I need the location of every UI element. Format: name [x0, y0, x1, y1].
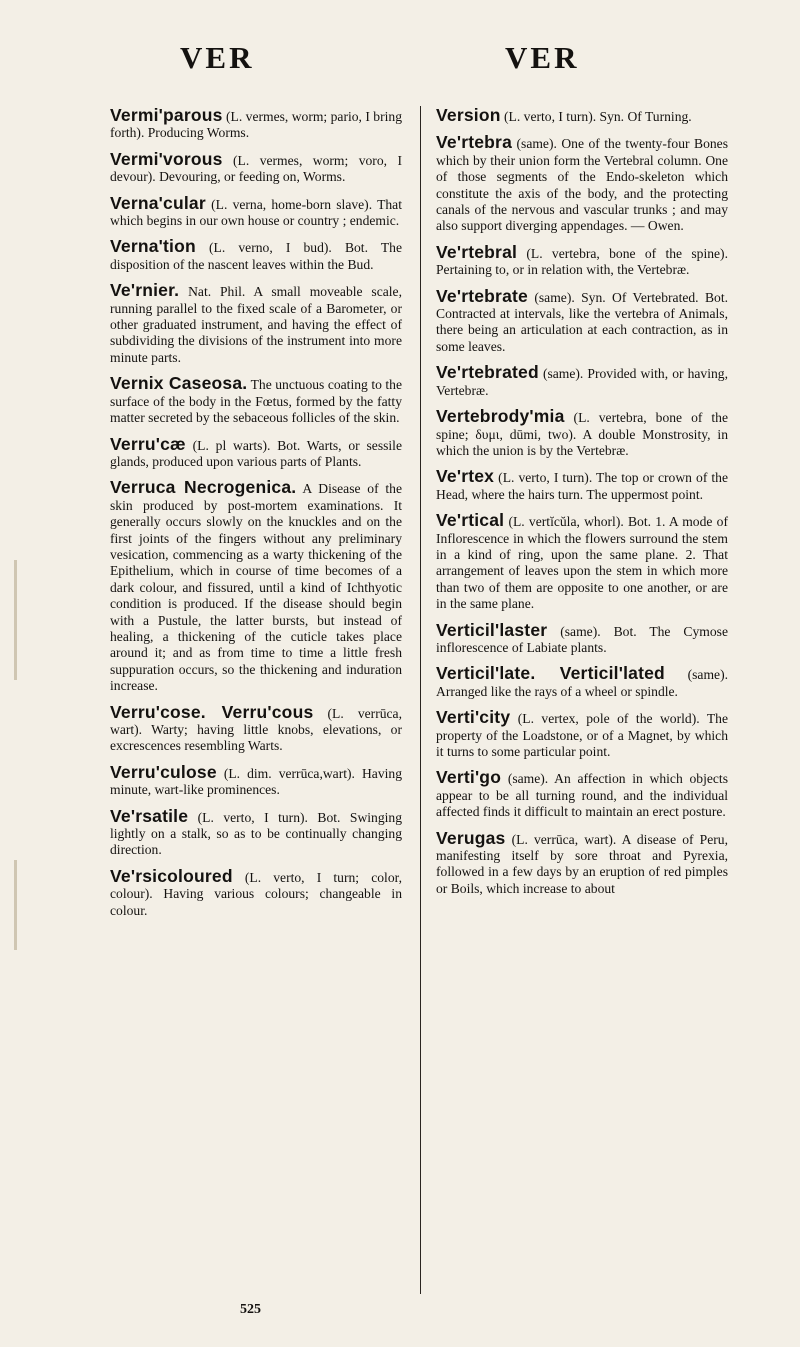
dictionary-entry [110, 148, 402, 186]
headword: Verugas [436, 827, 506, 848]
dictionary-entry [436, 408, 728, 459]
definition: (L. verto, I turn). Bot. Swinging lightly on a stalk, so as to be continually changing direction. [110, 809, 402, 858]
dictionary-entry [436, 241, 728, 279]
headword: Ve'rnier. [110, 280, 180, 301]
definition: (L. vermes, worm; pario, I bring forth). Producing Worms. [110, 109, 402, 141]
headword: Ve'rtex [436, 466, 495, 487]
dictionary-entry [110, 701, 402, 755]
definition: (L. vertebra, bone of the spine). Pertaining to, or in relation with, the Vertebræ. [436, 245, 728, 278]
headword: Vermi'parous [110, 105, 223, 125]
dictionary-entry [436, 285, 728, 356]
headword: Ve'rtebrate [436, 285, 528, 306]
definition: (L. vertebra, bone of the spine; δυμι, dūmi, two). A double Monstrosity, in which the union is by the Vertebræ. [436, 410, 728, 458]
dictionary-entry [436, 468, 728, 503]
page-edge-shadow [14, 560, 17, 680]
headword: Version [436, 105, 501, 125]
headword: Vernix Caseosa. [110, 373, 248, 394]
definition: (L. verno, I bud). Bot. The disposition of the nascent leaves within the Bud. [110, 240, 402, 272]
right-column [436, 107, 728, 906]
definition: (same). One of the twenty-four Bones which by their union form the Vertebral column. One of those segments of the Endo-skeleton which constitute the axis of the body, and the protecting canals of the nervous and vascular trunks ; and may also support diverging appendages. — Owen. [436, 136, 728, 234]
dictionary-entry [436, 134, 728, 234]
headword: Vermi'vorous [110, 148, 223, 169]
dictionary-entry [110, 805, 402, 859]
page-number: 525 [240, 1302, 261, 1317]
dictionary-entry [110, 192, 402, 230]
headword: Vertebrody'mia [436, 406, 565, 427]
dictionary-entry [110, 433, 402, 471]
definition: (L. pl warts). Bot. Warts, or sessile glands, produced upon various parts of Plants. [110, 437, 402, 469]
dictionary-entry [110, 375, 402, 426]
headword: Verru'culose [110, 761, 217, 782]
definition: (L. verto, I turn). Syn. Of Turning. [504, 109, 692, 124]
header-guide-word-right: VER [505, 40, 580, 75]
definition: (L. verrūca, wart). A disease of Peru, manifesting itself by sore throat and Pyrexia, followed in a few days by an eruption of red pimples or Boils, which increase to about [436, 831, 728, 896]
dictionary-entry [110, 761, 402, 799]
dictionary-entry [436, 364, 728, 399]
headword: Verti'city [436, 707, 511, 728]
headword: Verru'cæ [110, 433, 186, 454]
headword: Verna'cular [110, 192, 206, 213]
headword: Ve'rtebral [436, 241, 518, 262]
definition: (L. verto, I turn; color, colour). Having various colours; changeable in colour. [110, 869, 402, 918]
left-column [110, 107, 402, 928]
definition: (same). Arranged like the rays of a wheel or spindle. [436, 667, 728, 699]
dictionary-entry [110, 282, 402, 366]
definition: (L. verrūca, wart). Warty; having little knobs, elevations, or excrescences resembling Warts. [110, 705, 402, 754]
headword: Verna'tion [110, 236, 196, 257]
page-edge-shadow [14, 860, 17, 950]
definition: (same). Bot. The Cymose inflorescence of Labiate plants. [436, 623, 728, 655]
header-guide-word-left: VER [180, 40, 255, 75]
headword: Ve'rtebrated [436, 362, 539, 383]
definition: (L. vermes, worm; voro, I devour). Devouring, or feeding on, Worms. [110, 152, 402, 185]
definition: A Disease of the skin produced by post-mortem examinations. It generally occurs slowly on the knuckles and on the first joints of the fingers without any preliminary vesication, commencing as a warty thickening of the Epithelium, which in course of time becomes of a dark colour, and fissured, until a kind of Ichthyotic condition is produced. If the disease should begin with a Pustule, the latter bursts, but instead of healing, a thickening of the cuticle takes place around it; and as from time to time a little fresh suppuration occurs, so the thickening and induration increase. [110, 481, 403, 694]
definition: (same). Syn. Of Vertebrated. Bot. Contracted at intervals, like the vertebra of Animals, there being an articulation at each contraction, as in some leaves. [436, 289, 728, 354]
dictionary-entry [436, 827, 728, 898]
definition: (L. verto, I turn). The top or crown of the Head, where the hairs turn. The uppermost point. [436, 470, 729, 502]
dictionary-entry [110, 238, 402, 273]
definition: (L. dim. verrūca,wart). Having minute, wart-like prominences. [110, 765, 402, 798]
dictionary-entry [110, 865, 402, 919]
definition: (same). An affection in which objects appear to be all turning round, and the individual affected finds it difficult to maintain an erect posture. [436, 771, 728, 820]
dictionary-entry [436, 512, 728, 612]
definition: (L. verna, home-born slave). That which begins in our own house or country ; endemic. [110, 196, 402, 229]
dictionary-entry [436, 665, 728, 700]
definition: (L. vertĭcŭla, whorl). Bot. 1. A mode of Inflorescence in which the flowers surround the stem in a kind of ring, upon the same plane. 2. That arrangement of leaves upon the stem in which more than two of them are opposite to one another, or are in the same plane. [436, 514, 728, 612]
definition: Nat. Phil. A small moveable scale, running parallel to the fixed scale of a Barometer, or other graduated instrument, and having the effect of subdividing the divisions of the instrument into more minute parts. [110, 284, 402, 365]
headword: Verticil'late. Verticil'lated [436, 663, 665, 684]
dictionary-entry [110, 479, 402, 694]
dictionary-entry [436, 709, 728, 760]
headword: Verru'cose. Verru'cous [110, 701, 314, 722]
headword: Verti'go [436, 767, 502, 788]
running-header [0, 40, 800, 90]
headword: Verruca Necrogenica. [110, 477, 297, 498]
headword: Ve'rtebra [436, 132, 513, 153]
column-divider [420, 106, 421, 1294]
headword: Ve'rtical [436, 510, 505, 531]
headword: Ve'rsatile [110, 805, 189, 826]
dictionary-entry [436, 107, 728, 125]
definition: (L. vertex, pole of the world). The property of the Loadstone, or of a Magnet, by which it turns to some particular point. [436, 711, 728, 759]
definition: The unctuous coating to the surface of the body in the Fœtus, formed by the fatty matter secreted by the sebaceous follicles of the skin. [110, 377, 402, 426]
dictionary-entry [436, 619, 728, 657]
dictionary-entry [436, 769, 728, 820]
headword: Ve'rsicoloured [110, 865, 233, 886]
definition: (same). Provided with, or having, Vertebræ. [436, 366, 728, 398]
dictionary-entry [110, 107, 402, 142]
headword: Verticil'laster [436, 619, 548, 640]
